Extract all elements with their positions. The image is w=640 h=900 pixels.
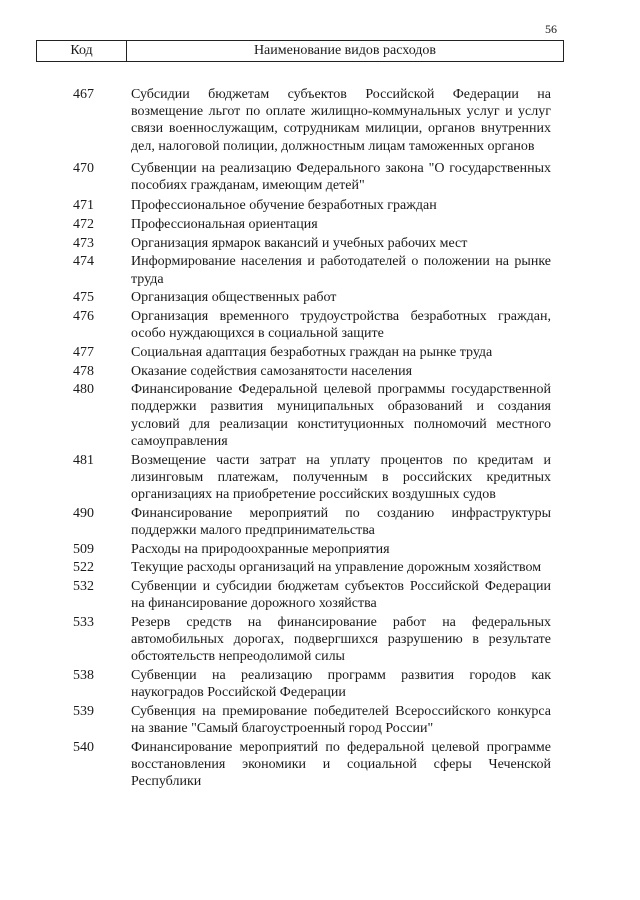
row-code: 472 (73, 216, 94, 232)
row-code: 476 (73, 308, 94, 324)
row-description: Профессиональное обучение безработных граждан (131, 198, 437, 214)
row-description: Субвенции и субсидии бюджетам субъектов Российской Федерации на финансирование дорожного хозяйства (131, 578, 551, 612)
table-row (36, 505, 564, 539)
table-row (36, 578, 564, 612)
table-row (36, 289, 564, 306)
expense-list (36, 86, 564, 790)
row-description: Организация временного трудоустройства безработных граждан, особо нуждающихся в социальной защите (131, 308, 551, 342)
table-row (36, 559, 564, 576)
table-row (36, 739, 564, 791)
row-description: Субвенция на премирование победителей Всероссийского конкурса на звание "Самый благоустроенный город России" (131, 703, 551, 737)
row-code: 478 (73, 363, 94, 379)
row-code: 540 (73, 739, 94, 755)
row-description: Организация ярмарок вакансий и учебных рабочих мест (131, 235, 468, 251)
row-description: Профессиональная ориентация (131, 216, 318, 232)
row-code: 474 (73, 254, 94, 270)
row-code: 533 (73, 614, 94, 630)
table-row (36, 86, 564, 155)
page-number: 56 (545, 22, 557, 36)
row-description: Субсидии бюджетам субъектов Российской Федерации на возмещение льгот по оплате жилищно-коммунальных услуг и услуг связи военнослужащим, сотрудникам милиции, органов внутренних дел, налоговой полиции, должностным лицам таможенных органов (131, 87, 551, 154)
row-description: Субвенции на реализацию программ развития городов как наукоградов Российской Федерации (131, 668, 551, 701)
table-header (36, 40, 564, 62)
row-code: 481 (73, 452, 94, 468)
table-row (36, 160, 564, 194)
table-row (36, 216, 564, 233)
row-description: Возмещение части затрат на уплату процентов по кредитам и лизинговым платежам, полученным в российских кредитных организациях на приобретение российских воздушных судов (131, 452, 551, 502)
row-code: 539 (73, 703, 94, 719)
row-description: Текущие расходы организаций на управление дорожным хозяйством (131, 560, 542, 576)
row-description: Социальная адаптация безработных граждан на рынке труда (131, 344, 493, 360)
table-row (36, 344, 564, 361)
table-row (36, 253, 564, 287)
table-row (36, 363, 564, 380)
row-description: Оказание содействия самозанятости населения (131, 363, 413, 379)
row-code: 509 (73, 541, 94, 557)
row-description: Резерв средств на финансирование работ на федеральных автомобильных дорогах, подвергшихся разрушению в результате обстоятельств непреодолимой силы (131, 614, 551, 665)
row-code: 473 (73, 235, 94, 251)
row-description: Расходы на природоохранные мероприятия (131, 541, 390, 557)
row-code: 470 (73, 160, 94, 176)
name-column-header: Наименование видов расходов (253, 43, 437, 58)
table-row (36, 197, 564, 214)
table-row (36, 452, 564, 504)
table-row (36, 541, 564, 558)
row-code: 490 (73, 505, 94, 521)
row-description: Организация общественных работ (131, 290, 337, 306)
row-code: 532 (73, 578, 94, 594)
table-row (36, 235, 564, 252)
table-row (36, 703, 564, 737)
row-description: Финансирование мероприятий по федеральной целевой программе восстановления экономики и социальной сферы Чеченской Республики (131, 739, 551, 790)
row-code: 471 (73, 198, 94, 214)
row-description: Информирование населения и работодателей о положении на рынке труда (131, 254, 551, 287)
table-row (36, 667, 564, 701)
row-code: 467 (73, 87, 94, 102)
table-row (36, 614, 564, 666)
row-code: 480 (73, 382, 94, 398)
row-code: 538 (73, 668, 94, 683)
row-description: Финансирование мероприятий по созданию инфраструктуры поддержки малого предпринимательства (131, 505, 551, 538)
code-column-header: Код (37, 41, 127, 61)
table-row (36, 381, 564, 450)
row-code: 522 (73, 560, 94, 576)
table-row (36, 308, 564, 342)
row-code: 477 (73, 344, 94, 360)
row-description: Субвенции на реализацию Федерального закона "О государственных пособиях гражданам, имеющим детей" (131, 160, 551, 194)
row-code: 475 (73, 290, 94, 306)
row-description: Финансирование Федеральной целевой программы государственной поддержки развития муниципальных образований и создания условий для реализации конституционных полномочий местного самоуправления (131, 382, 551, 449)
